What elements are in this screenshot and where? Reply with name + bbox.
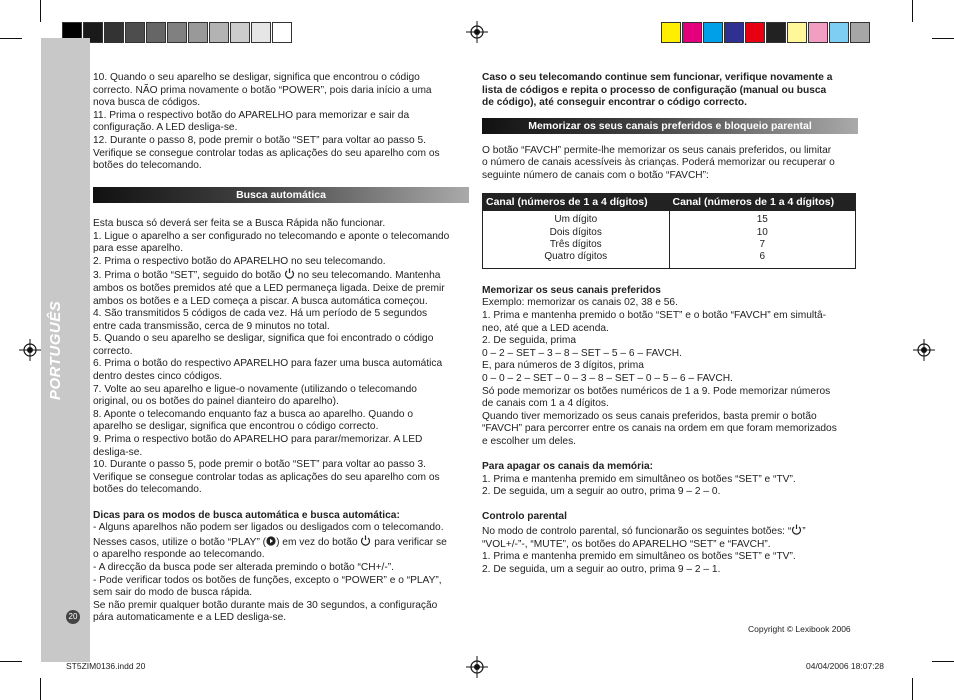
power-icon: [791, 524, 802, 535]
text-line: Verifique se consegue controlar todas as aplicações do seu aparelho com os: [93, 471, 440, 483]
text-line: 1. Ligue o aparelho a ser configurado no telecomando e aponte o telecomando: [93, 230, 450, 242]
text-line: 2. De seguida, um a seguir ao outro, prima 9 – 2 – 0.: [482, 486, 721, 498]
text-line: 2. De seguida, um a seguir ao outro, prima 9 – 2 – 1.: [482, 563, 721, 575]
text-line: - A direcção da busca pode ser alterada premindo o botão “CH+/-”.: [93, 561, 394, 573]
text-line: Esta busca só deverá ser feita se a Busca Rápida não funcionar.: [93, 217, 386, 229]
text-line: e escolher um deles.: [482, 435, 577, 447]
parental-steps: [482, 539, 858, 577]
color-swatch: [745, 22, 765, 43]
busca-step-3: 3. Prima o botão “SET”, seguido do botão no seu telecomando. Mantenha: [93, 270, 441, 282]
color-swatch: [724, 22, 744, 43]
crop-mark: [40, 678, 41, 700]
text-line: 2. De seguida, prima: [482, 335, 577, 347]
text-line: botões do telecomando.: [93, 484, 202, 496]
registration-mark-icon: [466, 656, 488, 678]
crop-mark: [932, 38, 954, 39]
text-line: lista de códigos e repita o processo de configuração (manual ou busca: [482, 84, 827, 96]
text-line: aparelho se desligar, significa que encontrou o código correcto.: [93, 421, 379, 433]
table-cell-digits: [483, 211, 670, 269]
text-line: botões do telecomando.: [93, 160, 202, 172]
power-icon: [284, 268, 295, 279]
color-swatch: [251, 22, 271, 43]
text-line: 0 – 2 – SET – 3 – 8 – SET – 5 – 6 – FAVCH.: [482, 347, 682, 359]
text-line: Caso o seu telecomando continue sem funcionar, verifique novamente a: [482, 72, 833, 83]
color-swatch: [682, 22, 702, 43]
text-line: ambos os botões e a LED começa a piscar. A busca automática começou.: [93, 295, 428, 307]
table-header: Canal (números de 1 a 4 dígitos): [669, 193, 856, 211]
text-line: ambos os botões premidos até que a LED permaneça ligada. Deixe de premir: [93, 282, 445, 294]
text-line: 2. Prima o respectivo botão do APARELHO no seu telecomando.: [93, 255, 386, 267]
parental-line: No modo de controlo parental, só funcionarão os seguintes botões: “ ”: [482, 526, 806, 538]
table-cell-value: 6: [759, 251, 766, 263]
text-line: original, ou os botões do painel dianteiro do aparelho).: [93, 396, 339, 408]
text-line: 11. Prima o respectivo botão do APARELHO para memorizar e sair da: [93, 109, 410, 121]
registration-mark-icon: [466, 21, 488, 43]
text-line: 1. Prima e mantenha premido em simultâneo os botões “SET” e “TV”.: [482, 473, 796, 485]
text-line: seguinte número de canais com o botão “FAVCH”:: [482, 169, 709, 181]
section-header-busca: Busca automática: [93, 187, 469, 203]
text-line: “FAVCH” para percorrer entre os canais na ordem em que foram memorizados: [482, 423, 837, 435]
table-cell-value: Um dígito: [554, 214, 598, 226]
color-swatch: [787, 22, 807, 43]
text-line: sem sair do modo de busca rápida.: [93, 587, 253, 599]
tips-list: [93, 549, 469, 625]
color-swatch: [850, 22, 870, 43]
color-swatch: [125, 22, 145, 43]
table-cell-counts: [669, 211, 856, 269]
text-line: O botão “FAVCH” permite-lhe memorizar os seus canais preferidos, ou limitar: [482, 144, 832, 156]
text-line: E, para números de 3 dígitos, prima: [482, 360, 644, 372]
text-line: 6. Prima o botão do respectivo APARELHO para fazer uma busca automática: [93, 358, 443, 370]
text-line: Se não premir qualquer botão durante mais de 30 segundos, a configuração: [93, 599, 438, 611]
text-line: correcto. NÃO prima novamente o botão “POWER”, pois daria início a uma: [93, 84, 432, 96]
text-line: 7. Volte ao seu aparelho e ligue-o novamente (utilizando o telecomando: [93, 383, 417, 395]
footer-file: ST5ZIM0136.indd 20: [66, 661, 146, 671]
color-swatch: [766, 22, 786, 43]
text-line: 1. Prima e mantenha premido em simultâneo os botões “SET” e “TV”.: [482, 551, 796, 563]
color-swatch: [188, 22, 208, 43]
text-line: Só pode memorizar os botões numéricos de 1 a 9. Pode memorizar números: [482, 385, 831, 397]
text-line: pára automaticamente e a LED desliga-se.: [93, 612, 287, 624]
delete-steps: [482, 474, 858, 499]
text-line: correcto.: [93, 345, 133, 357]
crop-mark: [40, 0, 41, 22]
text-line: neo, até que a LED acenda.: [482, 322, 609, 334]
color-swatch: [167, 22, 187, 43]
text-line: para esse aparelho.: [93, 243, 184, 255]
channel-table: [482, 193, 856, 269]
memorize-steps: [482, 297, 858, 448]
text-line: o número de canais acessíveis às crianças. Poderá memorizar ou recuperar o: [482, 157, 835, 169]
text-line: Verifique se consegue controlar todas as aplicações do seu aparelho com os: [93, 147, 440, 159]
delete-title: Para apagar os canais da memória:: [482, 461, 654, 473]
text-line: nova busca de códigos.: [93, 97, 201, 109]
text-line: entre cada transmissão, cerca de 9 minutos no total.: [93, 320, 330, 332]
color-swatch: [703, 22, 723, 43]
right-column: [482, 72, 858, 576]
favch-intro: [482, 145, 858, 183]
text-line: 0 – 0 – 2 – SET – 0 – 3 – 8 – SET – 0 – 5 – 6 – FAVCH.: [482, 372, 733, 384]
registration-mark-icon: [19, 339, 41, 361]
table-cell-value: 15: [756, 214, 768, 226]
text-line: de canais com 1 a 4 dígitos.: [482, 398, 609, 410]
crop-mark: [0, 38, 22, 39]
page-number: 20: [66, 610, 80, 624]
color-swatch: [104, 22, 124, 43]
power-icon: [360, 535, 371, 546]
crop-mark: [912, 678, 913, 700]
table-cell-value: 10: [756, 226, 768, 238]
text-line: o aparelho responde ao telecomando.: [93, 549, 265, 561]
text-line: 4. São transmitidos 5 códigos de cada vez. Há um período de 5 segundos: [93, 308, 428, 320]
footer-date: 04/04/2006 18:07:28: [806, 661, 884, 671]
crop-mark: [912, 0, 913, 22]
color-swatch: [146, 22, 166, 43]
text-line: dentro destes cinco códigos.: [93, 371, 223, 383]
color-swatch: [230, 22, 250, 43]
intro-paragraph: [93, 72, 469, 173]
color-swatch: [829, 22, 849, 43]
tips-line: Nesses casos, utilize o botão “PLAY” ( ) em vez do botão para verificar se: [93, 536, 447, 548]
memorize-title: Memorizar os seus canais preferidos: [482, 284, 661, 296]
table-cell-value: Quatro dígitos: [544, 251, 608, 263]
color-swatch: [272, 22, 292, 43]
busca-steps: [93, 283, 469, 497]
warning-paragraph: [482, 72, 858, 110]
text-line: configuração. A LED desliga-se.: [93, 122, 238, 134]
parental-title: Controlo parental: [482, 511, 567, 523]
text-line: 10. Quando o seu aparelho se desligar, significa que encontrou o código: [93, 72, 420, 83]
table-cell-value: Dois dígitos: [549, 226, 602, 238]
text-line: 8. Aponte o telecomando enquanto faz a busca ao aparelho. Quando o: [93, 408, 414, 420]
table-cell-value: Três dígitos: [549, 238, 602, 250]
crop-mark: [0, 661, 22, 662]
color-swatch: [808, 22, 828, 43]
table-header: Canal (números de 1 a 4 dígitos): [483, 193, 670, 211]
text-line: desliga-se.: [93, 446, 143, 458]
text-line: 9. Prima o respectivo botão do APARELHO para parar/memorizar. A LED: [93, 434, 423, 446]
language-label: [47, 380, 64, 400]
copyright: Copyright © Lexibook 2006: [748, 624, 851, 634]
text-line: 12. Durante o passo 8, pode premir o botão “SET” para voltar ao passo 5.: [93, 134, 426, 146]
registration-mark-icon: [913, 339, 935, 361]
busca-paragraph: [93, 218, 469, 268]
text-line: 1. Prima e mantenha premido o botão “SET” e o botão “FAVCH” em simultâ-: [482, 309, 827, 321]
tips-title: Dicas para os modos de busca automática e busca automática:: [93, 509, 400, 521]
table-cell-value: 7: [759, 238, 766, 250]
text-line: - Pode verificar todos os botões de funções, excepto o “POWER” e o “PLAY”,: [93, 574, 442, 586]
crop-mark: [932, 661, 954, 662]
tips-line: - Alguns aparelhos não podem ser ligados ou desligados com o telecomando.: [93, 522, 444, 534]
text-line: 10. Durante o passo 5, pode premir o botão “SET” para voltar ao passo 3.: [93, 459, 426, 471]
color-swatch: [209, 22, 229, 43]
text-line: Exemplo: memorizar os canais 02, 38 e 56.: [482, 297, 678, 309]
text-line: de código), até conseguir encontrar o código correcto.: [482, 97, 747, 109]
text-line: 5. Quando o seu aparelho se desligar, significa que foi encontrado o código: [93, 333, 434, 345]
text-line: “VOL+/-”-, “MUTE”, os botões do APARELHO “SET” e “FAVCH”.: [482, 538, 771, 550]
left-column: [93, 72, 469, 625]
play-icon: [266, 536, 276, 546]
section-header-favch: Memorizar os seus canais preferidos e bloqueio parental: [482, 118, 858, 134]
color-swatch: [661, 22, 681, 43]
text-line: Quando tiver memorizado os seus canais preferidos, basta premir o botão: [482, 410, 817, 422]
